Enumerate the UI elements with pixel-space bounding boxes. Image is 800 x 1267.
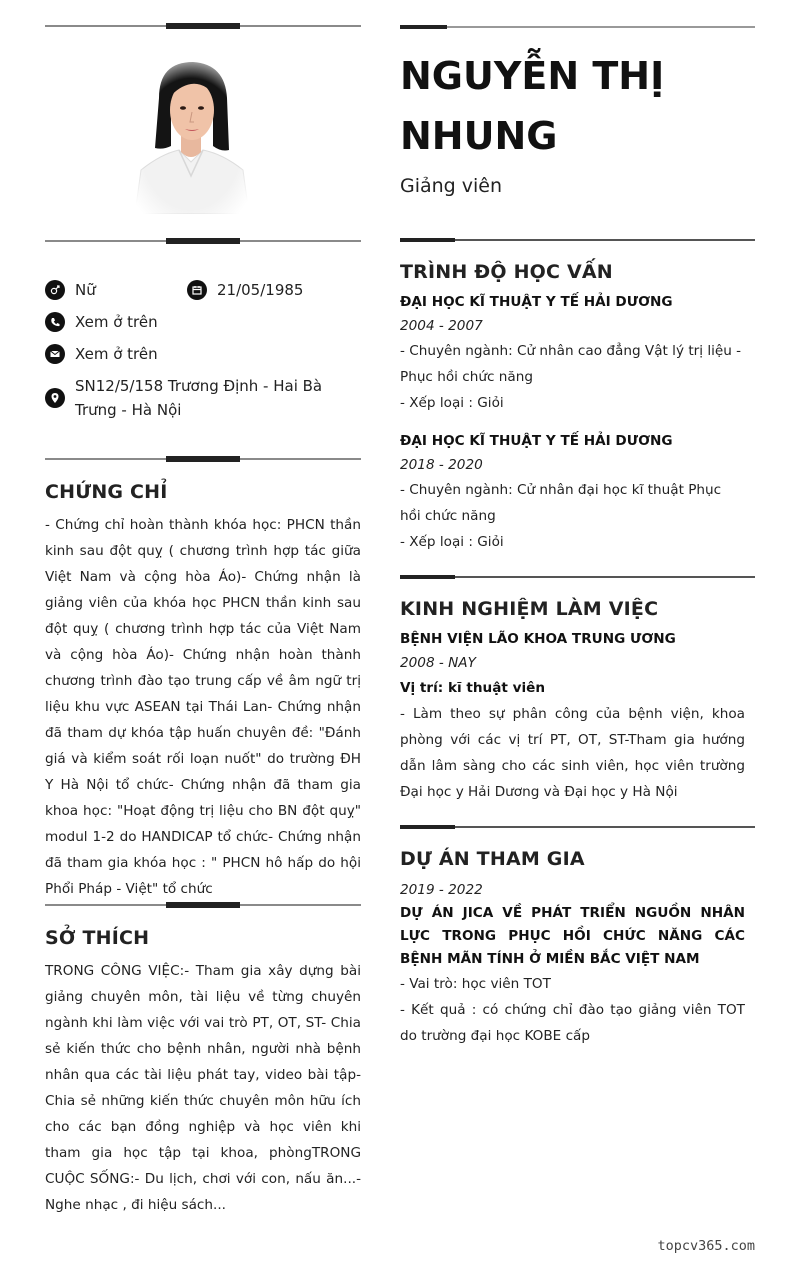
- gender-row: [45, 278, 96, 302]
- section-divider: [400, 238, 755, 243]
- calendar-icon: [187, 280, 207, 300]
- education-title: TRÌNH ĐỘ HỌC VẤN: [400, 261, 613, 283]
- certificates-text: - Chứng chỉ hoàn thành khóa học: PHCN thần kinh sau đột quỵ ( chương trình hợp tác giữa Việt Nam và cộng hòa Áo)- Chứng nhận là giảng viên của khóa học PHCN thần kinh sau đột quỵ ( chương trình hợp tác của Việt Nam và cộng hòa Áo)- Chứng nhận hoàn thành chương trình đào tạo trung cấp về âm ngữ trị liệu khu vực ASEAN tại Thái Lan- Chứng nhận đã tham dự khóa tập huấn chuyên đề: "Đánh giá và kiểm soát rối loạn nuốt" do trường ĐH Y Hà Nội tổ chức- Chứng nhận đã tham gia khoa học: "Hoạt động trị liệu cho BN đột quỵ" modul 1-2 do HANDICAP tổ chức- Chứng nhận đã tham gia khóa học : " PHCN hô hấp do hội Phổi Pháp - Việt" tổ chức: [45, 517, 361, 897]
- education-school: ĐẠI HỌC KĨ THUẬT Y TẾ HẢI DƯƠNG: [400, 433, 673, 449]
- job-title: Giảng viên: [400, 175, 503, 197]
- project-role: - Vai trò: học viên TOT: [400, 976, 551, 992]
- certificates-title: CHỨNG CHỈ: [45, 481, 168, 503]
- gender-value: Nữ: [75, 281, 96, 299]
- education-major: - Chuyên ngành: Cử nhân cao đẳng Vật lý trị liệu - Phục hồi chức năng: [400, 343, 742, 385]
- phone-row: [45, 310, 158, 334]
- section-divider: [400, 825, 755, 830]
- birthday-value: 21/05/1985: [217, 281, 304, 299]
- section-divider: [45, 902, 361, 908]
- profile-photo: [131, 58, 251, 214]
- name-line-2: NHUNG: [400, 114, 558, 158]
- phone-icon: [45, 312, 65, 332]
- hobbies-text: TRONG CÔNG VIỆC:- Tham gia xây dựng bài giảng chuyên môn, tài liệu về từng chuyên ngành khi làm việc với vai trò PT, OT, ST- Chia sẻ kiến thức cho bệnh nhân, người nhà bệnh nhân qua các tài liệu phát tay, video bài tập- Chia sẻ những kiến thức chuyên môn hữu ích cho các bạn đồng nghiệp và học viên khi tham gia học tập tại khoa, phòngTRONG CUỘC SỐNG:- Du lịch, chơi với con, nấu ăn...- Nghe nhạc , đi hiệu sách...: [45, 963, 361, 1213]
- section-divider: [45, 456, 361, 462]
- experience-company: BỆNH VIỆN LÃO KHOA TRUNG ƯƠNG: [400, 631, 676, 647]
- gender-icon: [45, 280, 65, 300]
- location-icon: [45, 388, 65, 408]
- section-divider: [400, 575, 755, 580]
- project-result: - Kết quả : có chứng chỉ đào tạo giảng viên TOT do trường đại học KOBE cấp: [400, 1002, 745, 1044]
- email-icon: [45, 344, 65, 364]
- education-major: - Chuyên ngành: Cử nhân đại học kĩ thuật Phục hồi chức năng: [400, 482, 722, 524]
- birthday-row: [187, 278, 303, 302]
- experience-period: 2008 - NAY: [400, 655, 476, 671]
- section-divider: [45, 238, 361, 244]
- education-grade: - Xếp loại : Giỏi: [400, 395, 504, 411]
- experience-title: KINH NGHIỆM LÀM VIỆC: [400, 598, 659, 620]
- education-period: 2018 - 2020: [400, 457, 483, 473]
- education-grade: - Xếp loại : Giỏi: [400, 534, 504, 550]
- education-period: 2004 - 2007: [400, 318, 483, 334]
- address-value: SN12/5/158 Trương Định - Hai Bà Trưng - Hà Nội: [75, 377, 323, 419]
- name-line-1: NGUYỄN THỊ: [400, 54, 665, 98]
- email-value: Xem ở trên: [75, 345, 158, 363]
- experience-description: - Làm theo sự phân công của bệnh viện, khoa phòng với các vị trí PT, OT, ST-Tham gia hướng dẫn lâm sàng cho các sinh viên, học viên trường Đại học y Hải Dương và Đại học y Hà Nội: [400, 706, 745, 800]
- email-row: [45, 342, 158, 366]
- section-divider: [400, 25, 755, 30]
- project-name: DỰ ÁN JICA VỀ PHÁT TRIỂN NGUỒN NHÂN LỰC TRONG PHỤC HỒI CHỨC NĂNG CÁC BỆNH MÃN TÍNH Ở MIỀN BẮC VIỆT NAM: [400, 905, 745, 967]
- address-row: [45, 374, 361, 422]
- projects-title: DỰ ÁN THAM GIA: [400, 848, 585, 870]
- watermark: topcv365.com: [657, 1238, 755, 1254]
- candidate-name: [400, 46, 664, 166]
- section-divider: [45, 23, 361, 29]
- experience-position: Vị trí: kĩ thuật viên: [400, 680, 546, 696]
- project-period: 2019 - 2022: [400, 882, 483, 898]
- hobbies-title: SỞ THÍCH: [45, 927, 150, 949]
- education-school: ĐẠI HỌC KĨ THUẬT Y TẾ HẢI DƯƠNG: [400, 294, 673, 310]
- phone-value: Xem ở trên: [75, 313, 158, 331]
